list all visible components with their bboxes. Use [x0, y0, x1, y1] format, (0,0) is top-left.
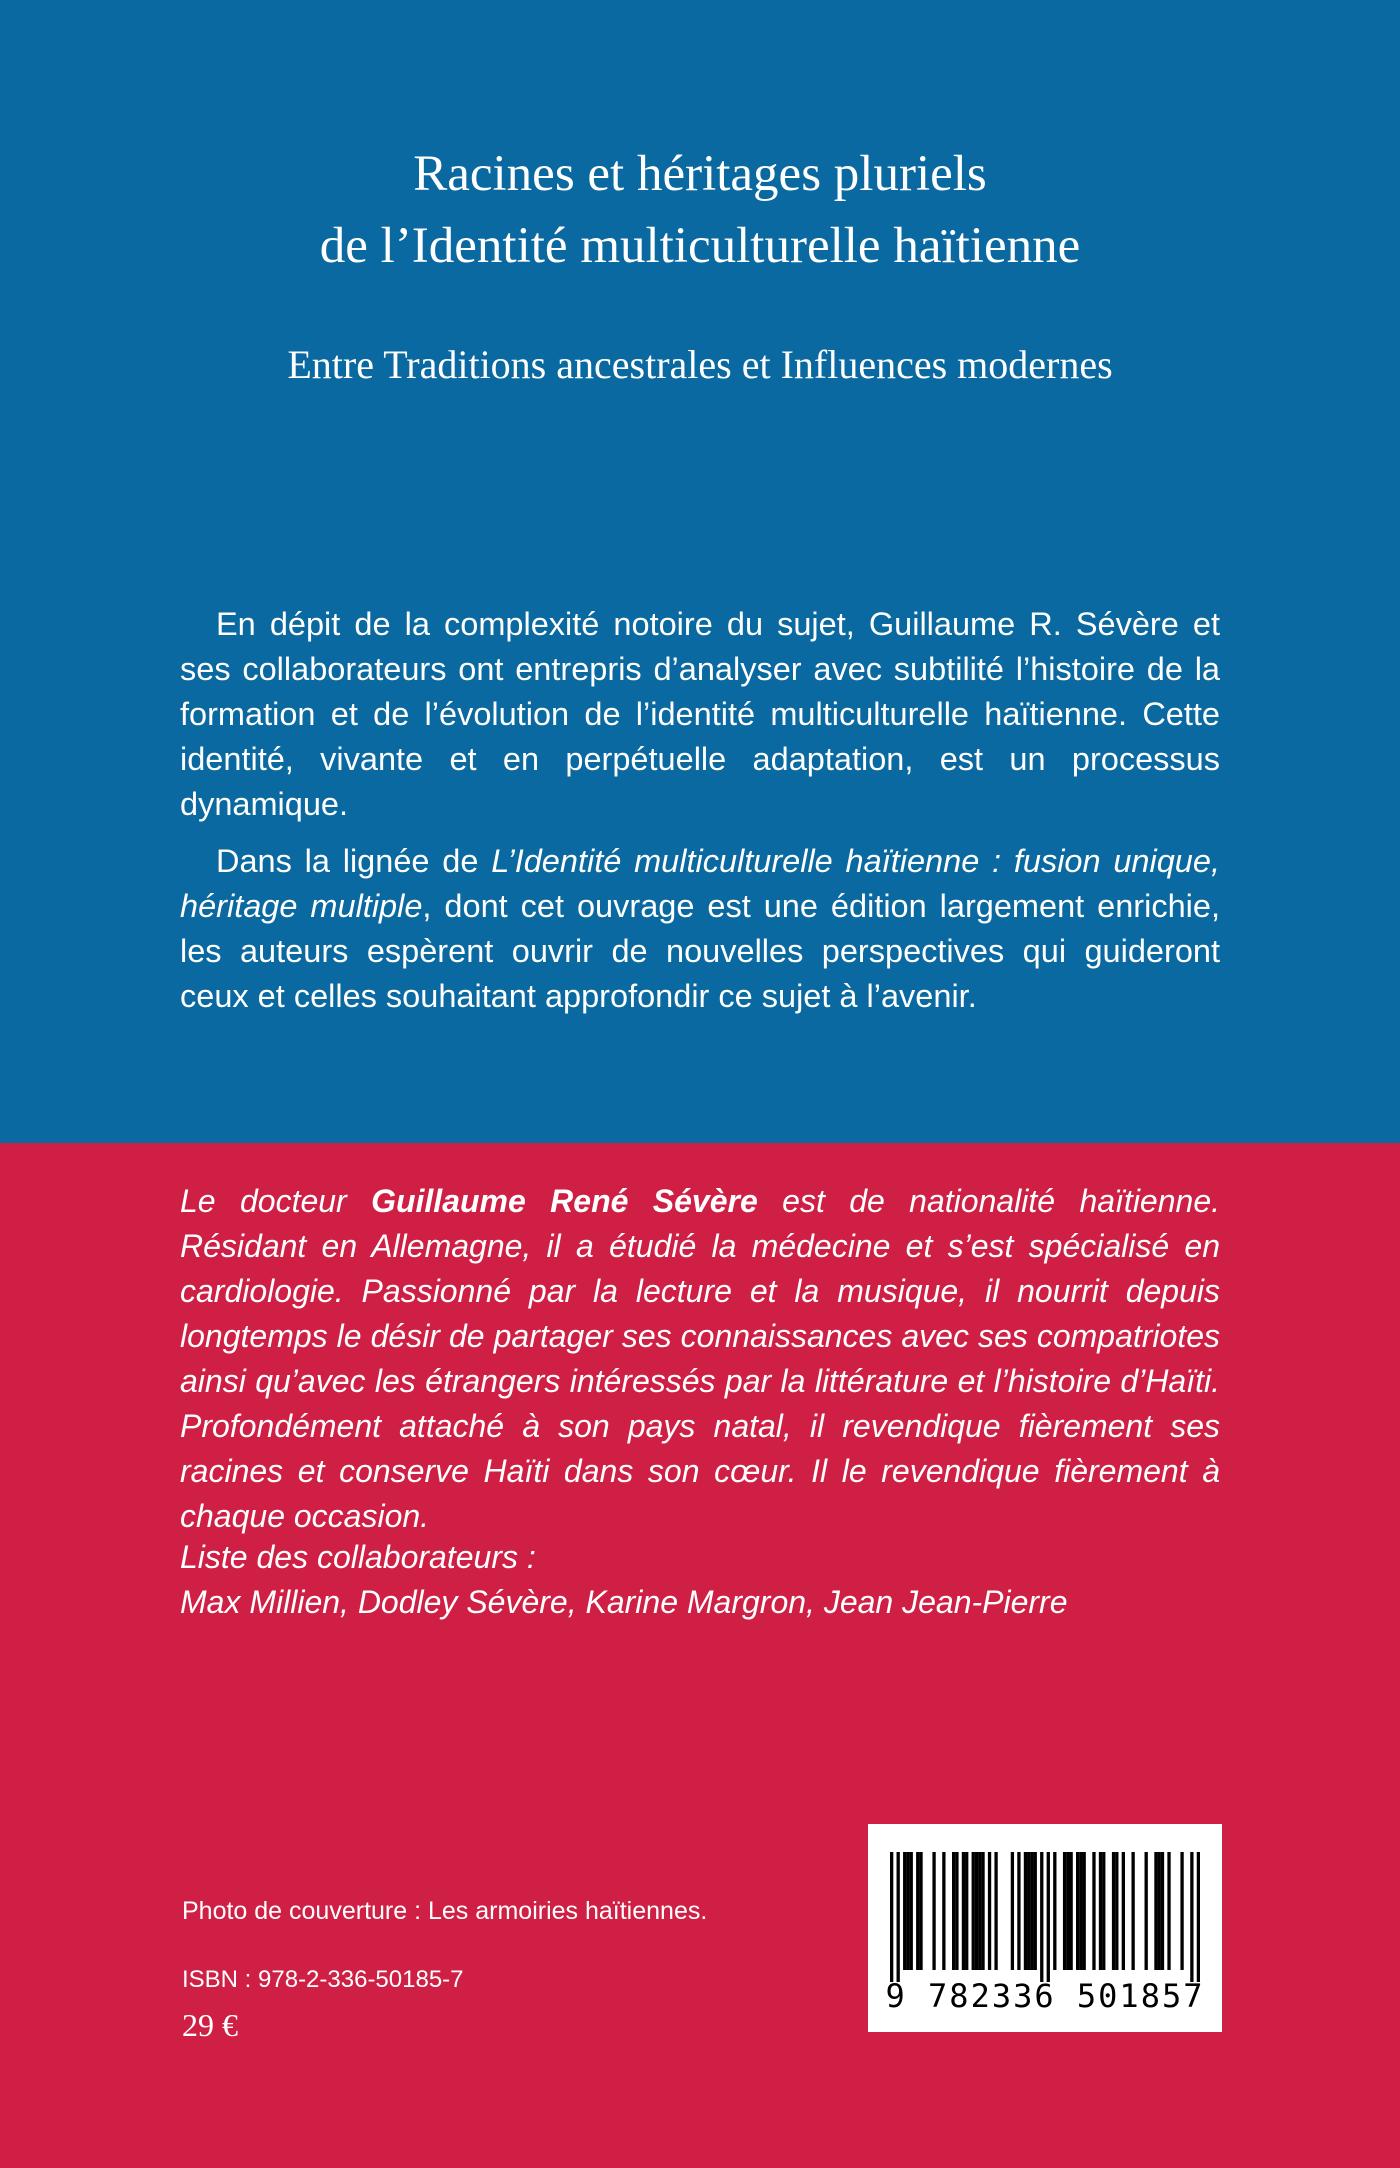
bio-lead: Le docteur [180, 1183, 372, 1219]
barcode-bar-8 [942, 1852, 945, 1970]
barcode-bar-29 [1066, 1852, 1069, 1970]
barcode-bar-5 [916, 1852, 919, 1970]
barcode-bar-35 [1099, 1852, 1102, 1970]
barcode-bar-0 [890, 1852, 893, 1982]
description-paragraph-1: En dépit de la complexité notoire du sujet, Guillaume R. Sévère et ses collaborateurs ont entrepris d’analyser avec subtilité l’histoire de la formation et de l’évolution de l’identité multiculturelle haïtienne. Cette identité, vivante et en perpétuelle adaptation, est un processus dynamique. [180, 606, 1220, 822]
barcode-bar-26 [1047, 1852, 1050, 1982]
barcode-bar-12 [965, 1852, 968, 1970]
barcode-bar-3 [906, 1852, 909, 1970]
description-p2-rest: , dont cet ouvrage est une édition largement enrichie, les auteurs espèrent ouvrir de nouvelles perspectives qui guideront ceux et celles souhaitant approfondir ce sujet à l’avenir. [180, 888, 1220, 1014]
barcode-digits: 9 782336 501857 [885, 1977, 1205, 2015]
author-bio [180, 1179, 1220, 1539]
isbn: ISBN : 978-2-336-50185-7 [182, 1966, 464, 1993]
barcode-bar-48 [1197, 1852, 1200, 1982]
barcode-bar-1 [897, 1852, 900, 1982]
barcode-bar-10 [955, 1852, 958, 1970]
book-title [0, 138, 1400, 282]
barcode-bar-13 [972, 1852, 975, 1970]
barcode-bar-33 [1083, 1852, 1086, 1970]
barcode-bar-17 [988, 1852, 991, 1970]
barcode-bar-6 [919, 1852, 922, 1970]
referenced-book-title: L’Identité multiculturelle haïtienne : fusion unique, héritage multiple [180, 843, 1220, 924]
barcode-bar-27 [1053, 1852, 1056, 1970]
barcode-bar-21 [1024, 1852, 1027, 1970]
barcode-bar-37 [1112, 1852, 1115, 1970]
barcode-bar-39 [1122, 1852, 1125, 1970]
barcode-bar-9 [952, 1852, 955, 1970]
book-subtitle: Entre Traditions ancestrales et Influences modernes [287, 342, 1113, 387]
barcode [868, 1824, 1222, 2032]
barcode-bar-16 [981, 1852, 984, 1970]
collaborators-heading: Liste des collaborateurs : [180, 1539, 536, 1575]
barcode-bar-7 [932, 1852, 935, 1970]
collaborators-names: Max Millien, Dodley Sévère, Karine Margron, Jean Jean-Pierre [180, 1584, 1068, 1620]
barcode-bar-23 [1030, 1852, 1033, 1970]
author-bio-paragraph [180, 1179, 1220, 1539]
book-description [180, 602, 1220, 1031]
book-title-line-2: de l’Identité multiculturelle haïtienne [319, 218, 1081, 274]
barcode-bar-46 [1180, 1852, 1183, 1970]
barcode-bar-30 [1069, 1852, 1072, 1970]
barcode-bar-25 [1040, 1852, 1043, 1982]
barcode-bar-45 [1167, 1852, 1170, 1970]
barcode-bar-24 [1034, 1852, 1037, 1970]
barcode-bar-28 [1063, 1852, 1066, 1970]
cover-photo-credit: Photo de couverture : Les armoiries haïtiennes. [182, 1897, 708, 1925]
barcode-bar-18 [994, 1852, 997, 1970]
barcode-bar-41 [1145, 1852, 1148, 1970]
barcode-bar-22 [1027, 1852, 1030, 1970]
barcode-bar-44 [1161, 1852, 1164, 1970]
barcode-bar-43 [1158, 1852, 1161, 1970]
barcode-bar-42 [1154, 1852, 1157, 1970]
barcode-bar-4 [910, 1852, 913, 1970]
barcode-bar-32 [1079, 1852, 1082, 1970]
description-paragraph-2 [180, 839, 1220, 1019]
barcode-bars [890, 1852, 1200, 1982]
barcode-bar-15 [978, 1852, 981, 1970]
author-name: Guillaume René Sévère [371, 1183, 758, 1219]
book-title-line-1: Racines et héritages pluriels [413, 146, 987, 202]
barcode-bar-36 [1102, 1852, 1105, 1970]
barcode-bar-47 [1190, 1852, 1193, 1982]
barcode-bar-14 [975, 1852, 978, 1970]
barcode-bar-40 [1131, 1852, 1134, 1970]
barcode-bar-11 [962, 1852, 965, 1970]
bio-rest: est de nationalité haïtienne. Résidant en Allemagne, il a étudié la médecine et s’est spécialisé en cardiologie. Passionné par la lecture et la musique, il nourrit depuis longtemps le désir de partager ses connaissances avec ses compatriotes ainsi qu’avec les étrangers intéressés par la littérature et l’histoire d’Haïti. Profondément attaché à son pays natal, il revendique fièrement ses racines et conserve Haïti dans son cœur. Il le revendique fièrement à chaque occasion. [180, 1183, 1220, 1534]
price: 29 € [182, 2007, 238, 2043]
barcode-bar-19 [1011, 1852, 1014, 1970]
barcode-bar-34 [1092, 1852, 1095, 1970]
description-p2-lead: Dans la lignée de [216, 843, 492, 879]
barcode-bar-38 [1115, 1852, 1118, 1970]
barcode-bar-31 [1076, 1852, 1079, 1970]
barcode-bar-2 [903, 1852, 906, 1970]
collaborators [180, 1535, 1220, 1625]
barcode-bar-20 [1017, 1852, 1020, 1970]
